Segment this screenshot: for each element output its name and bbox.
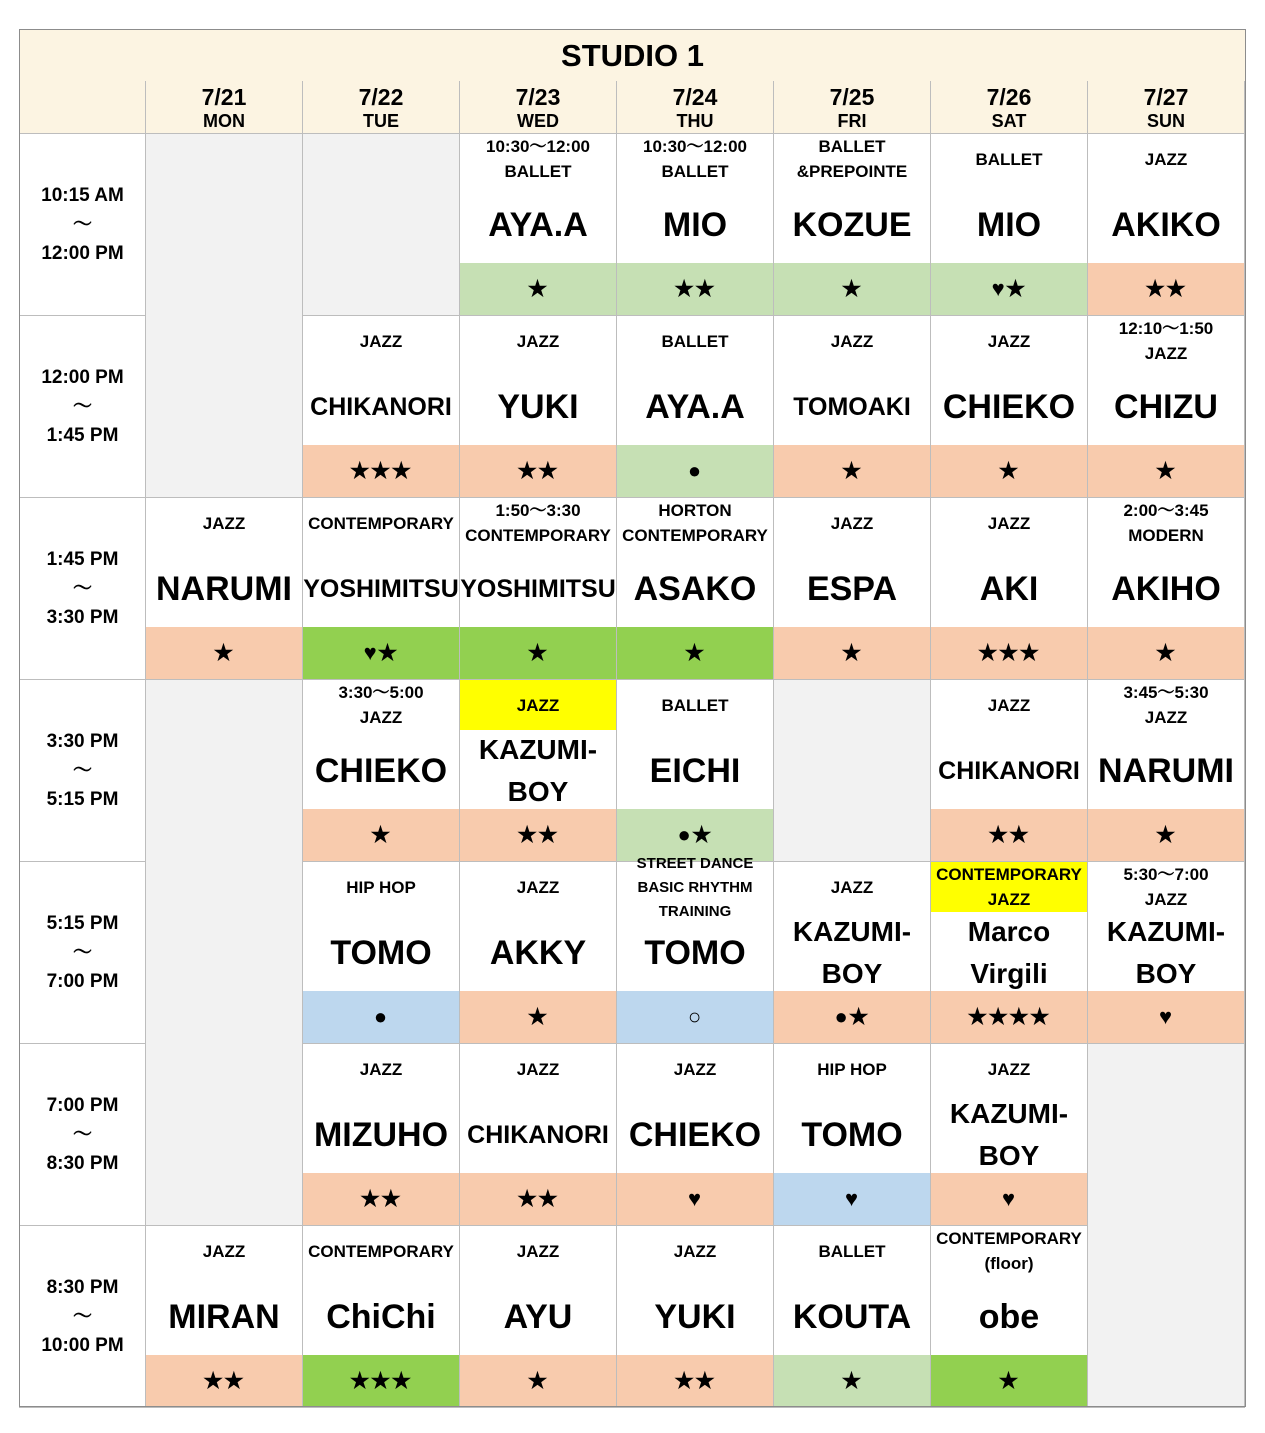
class-style-line: JAZZ	[359, 708, 403, 727]
level-indicator: ★★	[303, 1173, 459, 1225]
class-style-line: 10:30～12:00	[486, 137, 590, 156]
time-slot-sep: ～	[72, 214, 92, 235]
class-cell[interactable]	[774, 134, 931, 316]
day-of-week: SAT	[991, 111, 1027, 131]
day-header	[303, 81, 460, 134]
class-cell[interactable]	[460, 680, 617, 862]
time-slot-sep: ～	[72, 942, 92, 963]
class-style-line: 1:50～3:30	[495, 501, 581, 520]
day-of-week: MON	[203, 111, 245, 131]
instructor-name: CHIZU	[1114, 388, 1218, 426]
day-header	[931, 81, 1088, 134]
instructor-name: NARUMI	[156, 570, 292, 608]
day-date: 7/22	[358, 84, 404, 110]
instructor-name: AKKY	[489, 934, 587, 972]
class-cell[interactable]	[1088, 134, 1245, 316]
class-style-label	[931, 498, 1087, 548]
class-cell[interactable]	[617, 1226, 774, 1408]
class-style-line: 3:30～5:00	[338, 683, 424, 702]
class-cell[interactable]	[774, 1226, 931, 1408]
instructor-name: KAZUMI-BOY	[478, 734, 598, 807]
class-style-label	[1088, 316, 1244, 366]
day-of-week: FRI	[837, 111, 867, 131]
time-slot-end: 8:30 PM	[46, 1153, 119, 1174]
instructor-name: AYU	[503, 1298, 573, 1336]
class-style-line: 10:30～12:00	[643, 137, 747, 156]
class-style-line: JAZZ	[987, 1059, 1031, 1079]
instructor-name: YOSHIMITSU	[460, 575, 616, 603]
day-of-week: THU	[676, 111, 714, 131]
class-style-line: JAZZ	[830, 877, 874, 897]
instructor-name: YUKI	[654, 1298, 736, 1336]
class-style-line: HIP HOP	[346, 877, 416, 897]
class-style-label	[303, 680, 459, 730]
instructor-name: CHIKANORI	[467, 1121, 609, 1149]
time-slot-start: 12:00 PM	[41, 367, 124, 388]
level-indicator: ★	[460, 1355, 616, 1407]
instructor-name: ESPA	[806, 570, 898, 608]
schedule-table	[19, 29, 1246, 1407]
class-style-line: JAZZ	[1144, 708, 1188, 727]
class-style-line: JAZZ	[1144, 149, 1188, 169]
day-date: 7/24	[672, 84, 718, 110]
class-style-line: CONTEMPORARY	[465, 526, 611, 545]
instructor-name: MIRAN	[168, 1298, 280, 1336]
class-style-label	[931, 680, 1087, 730]
class-style-line: STREET DANCE	[636, 855, 754, 872]
instructor-name: YOSHIMITSU	[303, 575, 459, 603]
day-header	[774, 81, 931, 134]
instructor-name: YUKI	[497, 388, 579, 426]
class-cell[interactable]	[1088, 316, 1245, 498]
level-indicator: ★	[303, 809, 459, 861]
class-cell[interactable]	[146, 1226, 303, 1408]
class-cell[interactable]	[460, 134, 617, 316]
level-indicator: ★	[774, 1355, 930, 1407]
level-indicator: ★★	[460, 445, 616, 497]
class-style-line: TRAINING	[658, 903, 732, 920]
class-cell[interactable]	[1088, 680, 1245, 862]
level-indicator: ★	[146, 627, 302, 679]
time-slot-start: 7:00 PM	[46, 1095, 119, 1116]
class-style-label	[617, 1044, 773, 1094]
instructor-name: EICHI	[649, 752, 741, 790]
time-slot-sep: ～	[72, 1306, 92, 1327]
class-style-label	[303, 498, 459, 548]
time-slot-end: 7:00 PM	[46, 971, 119, 992]
class-style-line: HIP HOP	[817, 1059, 887, 1079]
level-indicator: ♥	[774, 1173, 930, 1225]
class-style-label	[617, 134, 773, 184]
class-style-line: BALLET	[818, 137, 886, 156]
class-style-line: JAZZ	[1144, 344, 1188, 363]
day-of-week: SUN	[1146, 111, 1185, 131]
class-cell[interactable]	[931, 498, 1088, 680]
level-indicator: ★★	[460, 809, 616, 861]
instructor-name: TOMO	[644, 934, 746, 972]
class-style-line: JAZZ	[987, 695, 1031, 715]
level-indicator: ♥★	[303, 627, 459, 679]
instructor-name: KOZUE	[792, 206, 912, 244]
day-of-week: TUE	[363, 111, 399, 131]
time-slot-sep: ～	[72, 578, 92, 599]
level-indicator: ●	[617, 445, 773, 497]
class-style-line: CONTEMPORARY	[308, 513, 454, 533]
class-cell[interactable]	[617, 680, 774, 862]
level-indicator: ♥	[931, 1173, 1087, 1225]
class-style-line: MODERN	[1128, 526, 1204, 545]
instructor-name: obe	[978, 1298, 1040, 1336]
level-indicator: ★	[931, 1355, 1087, 1407]
time-slot-end: 1:45 PM	[46, 425, 119, 446]
instructor-name: CHIEKO	[942, 388, 1076, 426]
time-slot-sep: ～	[72, 1124, 92, 1145]
class-style-line: JAZZ	[202, 1241, 246, 1261]
time-slot-sep: ～	[72, 760, 92, 781]
class-cell[interactable]	[1088, 498, 1245, 680]
class-style-label	[931, 1044, 1087, 1094]
instructor-name: AKI	[979, 570, 1039, 608]
instructor-name: MIZUHO	[313, 1116, 449, 1154]
instructor-name: AYA.A	[488, 206, 588, 244]
class-style-label	[303, 316, 459, 366]
class-cell[interactable]	[460, 1044, 617, 1226]
time-slot-start: 3:30 PM	[46, 731, 119, 752]
class-style-label	[617, 1226, 773, 1276]
level-indicator: ★	[774, 263, 930, 315]
class-style-label	[931, 316, 1087, 366]
class-style-label	[931, 1226, 1087, 1276]
time-slot	[19, 862, 146, 1044]
class-style-line: JAZZ	[516, 1059, 560, 1079]
class-style-label	[460, 498, 616, 548]
class-style-label	[774, 1044, 930, 1094]
class-style-line: 12:10～1:50	[1118, 319, 1214, 338]
class-style-line: JAZZ	[359, 331, 403, 351]
time-slot	[19, 680, 146, 862]
instructor-name: CHIEKO	[628, 1116, 762, 1154]
class-style-line: CONTEMPORARY	[308, 1241, 454, 1261]
level-indicator: ★★	[617, 263, 773, 315]
instructor-name: ASAKO	[633, 570, 757, 608]
class-style-line: (floor)	[984, 1254, 1034, 1273]
class-cell[interactable]	[774, 1044, 931, 1226]
class-style-label	[617, 498, 773, 548]
level-indicator: ●★	[774, 991, 930, 1043]
class-cell[interactable]	[774, 498, 931, 680]
time-slot-end: 10:00 PM	[41, 1335, 124, 1356]
day-date: 7/23	[515, 84, 561, 110]
time-slot	[19, 316, 146, 498]
class-style-label	[617, 316, 773, 366]
level-indicator: ★★★	[931, 627, 1087, 679]
level-indicator: ★★	[931, 809, 1087, 861]
class-cell[interactable]	[303, 498, 460, 680]
class-style-line: JAZZ	[987, 513, 1031, 533]
class-cell[interactable]	[617, 498, 774, 680]
level-indicator: ★	[1088, 627, 1244, 679]
class-cell[interactable]	[303, 862, 460, 1044]
class-style-line: JAZZ	[359, 1059, 403, 1079]
class-style-label	[1088, 862, 1244, 912]
class-style-line: HORTON	[658, 501, 732, 520]
class-style-label	[303, 862, 459, 912]
level-indicator: ★	[617, 627, 773, 679]
class-style-line: JAZZ	[987, 331, 1031, 351]
instructor-name: TOMO	[801, 1116, 903, 1154]
time-slot	[19, 1226, 146, 1408]
class-cell[interactable]	[460, 316, 617, 498]
level-indicator: ★★	[146, 1355, 302, 1407]
time-slot-sep: ～	[72, 396, 92, 417]
class-style-label	[460, 1044, 616, 1094]
class-style-line: BALLET	[661, 162, 729, 181]
time-slot-start: 8:30 PM	[46, 1277, 119, 1298]
level-indicator: ★	[774, 445, 930, 497]
time-slot	[19, 498, 146, 680]
day-header	[146, 81, 303, 134]
class-style-line: JAZZ	[673, 1241, 717, 1261]
day-of-week: WED	[517, 111, 559, 131]
time-slot	[19, 1044, 146, 1226]
level-indicator: ★★	[1088, 263, 1244, 315]
class-style-line: JAZZ	[516, 1241, 560, 1261]
class-style-line: JAZZ	[673, 1059, 717, 1079]
class-style-line: JAZZ	[830, 513, 874, 533]
class-style-line: JAZZ	[516, 877, 560, 897]
class-style-label	[460, 316, 616, 366]
level-indicator: ♥	[617, 1173, 773, 1225]
class-cell[interactable]	[617, 134, 774, 316]
instructor-name: KOUTA	[792, 1298, 912, 1336]
class-style-label	[1088, 680, 1244, 730]
level-indicator: ★	[460, 627, 616, 679]
empty-slot	[303, 134, 460, 316]
class-cell[interactable]	[931, 1044, 1088, 1226]
instructor-name: NARUMI	[1098, 752, 1234, 790]
instructor-name: CHIEKO	[314, 752, 448, 790]
class-style-label	[774, 316, 930, 366]
time-slot-start: 5:15 PM	[46, 913, 119, 934]
level-indicator: ●	[303, 991, 459, 1043]
day-header	[460, 81, 617, 134]
class-cell[interactable]	[303, 680, 460, 862]
instructor-name: TOMO	[330, 934, 432, 972]
class-cell[interactable]	[303, 1226, 460, 1408]
class-style-label	[1088, 498, 1244, 548]
class-cell[interactable]	[931, 1226, 1088, 1408]
class-style-line: JAZZ	[987, 890, 1031, 909]
instructor-name: AYA.A	[645, 388, 745, 426]
class-cell[interactable]	[774, 862, 931, 1044]
class-style-line: JAZZ	[830, 331, 874, 351]
class-style-line: JAZZ	[516, 331, 560, 351]
class-style-line: BALLET	[661, 331, 729, 351]
class-style-label	[146, 498, 302, 548]
class-cell[interactable]	[617, 855, 774, 1044]
class-cell[interactable]	[146, 498, 303, 680]
level-indicator: ★	[460, 263, 616, 315]
time-slot-start: 10:15 AM	[41, 185, 124, 206]
empty-slot	[774, 680, 931, 862]
class-cell[interactable]	[303, 316, 460, 498]
studio-title: STUDIO 1	[19, 29, 1246, 83]
time-slot	[19, 134, 146, 316]
class-style-label	[146, 1226, 302, 1276]
class-style-label	[774, 498, 930, 548]
day-date: 7/21	[201, 84, 247, 110]
instructor-name: AKIKO	[1111, 206, 1221, 244]
instructor-name: KAZUMI-BOY	[1106, 916, 1226, 989]
class-style-label	[774, 862, 930, 912]
empty-slot	[1088, 1044, 1245, 1408]
class-style-line: BALLET	[818, 1241, 886, 1261]
level-indicator: ★	[460, 991, 616, 1043]
instructor-name: ChiChi	[326, 1298, 436, 1336]
level-indicator: ★★	[460, 1173, 616, 1225]
instructor-name: KAZUMI-BOY	[792, 916, 912, 989]
class-style-line: BALLET	[504, 162, 572, 181]
level-indicator: ★	[1088, 809, 1244, 861]
header-corner	[19, 81, 146, 134]
level-indicator: ♥	[1088, 991, 1244, 1043]
class-style-label	[617, 855, 773, 920]
instructor-name: MIO	[662, 206, 728, 244]
class-style-line: BALLET	[661, 695, 729, 715]
class-cell[interactable]	[460, 1226, 617, 1408]
day-date: 7/26	[986, 84, 1032, 110]
instructor-name: TOMOAKI	[793, 393, 911, 421]
class-style-label	[460, 680, 616, 730]
class-style-line: JAZZ	[1144, 890, 1188, 909]
class-cell[interactable]	[303, 1044, 460, 1226]
level-indicator: ★	[1088, 445, 1244, 497]
instructor-name: AKIHO	[1111, 570, 1221, 608]
class-style-line: 5:30～7:00	[1123, 865, 1209, 884]
level-indicator: ♥★	[931, 263, 1087, 315]
instructor-name: MIO	[976, 206, 1042, 244]
time-slot-end: 3:30 PM	[46, 607, 119, 628]
class-style-line: CONTEMPORARY	[936, 1229, 1082, 1248]
class-cell[interactable]	[1088, 862, 1245, 1044]
day-date: 7/27	[1143, 84, 1189, 110]
class-cell[interactable]	[931, 316, 1088, 498]
class-style-label	[460, 1226, 616, 1276]
class-cell[interactable]	[617, 1044, 774, 1226]
class-style-label	[774, 1226, 930, 1276]
class-cell[interactable]	[931, 134, 1088, 316]
class-cell[interactable]	[460, 498, 617, 680]
level-indicator: ★★★	[303, 1355, 459, 1407]
class-style-line: CONTEMPORARY	[936, 865, 1082, 884]
class-style-line: 2:00～3:45	[1123, 501, 1209, 520]
class-style-label	[303, 1226, 459, 1276]
class-style-label	[303, 1044, 459, 1094]
level-indicator: ★★	[617, 1355, 773, 1407]
level-indicator: ○	[617, 991, 773, 1043]
level-indicator: ●★	[617, 809, 773, 861]
level-indicator: ★★★	[303, 445, 459, 497]
class-style-line: BASIC RHYTHM	[637, 879, 753, 896]
class-style-line: JAZZ	[516, 695, 560, 715]
class-style-label	[460, 862, 616, 912]
time-slot-end: 5:15 PM	[46, 789, 119, 810]
class-cell[interactable]	[460, 862, 617, 1044]
time-slot-start: 1:45 PM	[46, 549, 119, 570]
class-style-label	[460, 134, 616, 184]
class-style-line: BALLET	[975, 149, 1043, 169]
class-style-label	[931, 862, 1087, 912]
class-style-line: &PREPOINTE	[796, 162, 908, 181]
instructor-name: CHIKANORI	[310, 393, 452, 421]
empty-slot	[146, 680, 303, 1226]
class-style-line: CONTEMPORARY	[622, 526, 768, 545]
class-style-label	[617, 680, 773, 730]
instructor-name: KAZUMI-BOY	[949, 1098, 1069, 1171]
class-style-label	[1088, 134, 1244, 184]
day-date: 7/25	[829, 84, 875, 110]
empty-slot	[146, 134, 303, 498]
level-indicator: ★★★★	[931, 991, 1087, 1043]
class-cell[interactable]	[931, 680, 1088, 862]
class-cell[interactable]	[931, 862, 1088, 1044]
class-style-label	[774, 134, 930, 184]
class-cell[interactable]	[774, 316, 931, 498]
level-indicator: ★	[931, 445, 1087, 497]
level-indicator: ★	[774, 627, 930, 679]
class-cell[interactable]	[617, 316, 774, 498]
day-header	[1088, 81, 1245, 134]
day-header	[617, 81, 774, 134]
class-style-label	[931, 134, 1087, 184]
instructor-name: Marco Virgili	[967, 916, 1051, 989]
instructor-name: CHIKANORI	[938, 757, 1080, 785]
time-slot-end: 12:00 PM	[41, 243, 124, 264]
class-style-line: 3:45～5:30	[1123, 683, 1209, 702]
class-style-line: JAZZ	[202, 513, 246, 533]
